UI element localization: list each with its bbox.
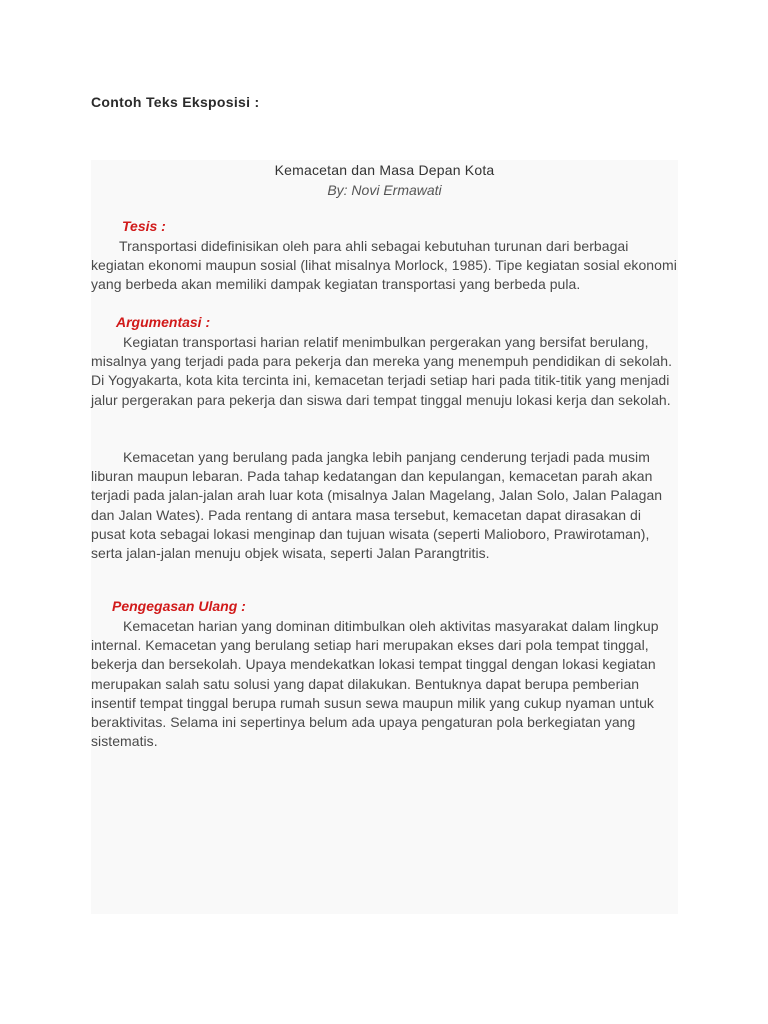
argumentasi-label: Argumentasi : — [116, 314, 211, 330]
pengegasan-label: Pengegasan Ulang : — [112, 598, 246, 614]
tesis-paragraph: Transportasi didefinisikan oleh para ahli sebagai kebutuhan turunan dari berbagai kegiatan ekonomi maupun sosial (lihat misalnya Morlock, 1985). Tipe kegiatan sosial ekonomi yang berbeda akan memiliki dampak kegiatan transportasi yang berbeda pula. — [91, 238, 677, 293]
argumentasi-paragraph-2: Kemacetan yang berulang pada jangka lebih panjang cenderung terjadi pada musim liburan maupun lebaran. Pada tahap kedatangan dan kepulangan, kemacetan parah akan terjadi pada jalan-jalan arah luar kota (misalnya Jalan Magelang, Jalan Solo, Jalan Palagan dan Jalan Wates). Pada rentang di antara masa tersebut, kemacetan dapat dirasakan di pusat kota sebagai lokasi menginap dan tujuan wisata (seperti Malioboro, Prawirotaman), serta jalan-jalan menuju objek wisata, seperti Jalan Parangtritis. — [91, 449, 663, 562]
tesis-label: Tesis : — [122, 218, 166, 234]
pengegasan-paragraph: Kemacetan harian yang dominan ditimbulkan oleh aktivitas masyarakat dalam lingkup internal. Kemacetan yang berulang setiap hari merupakan ekses dari pola tempat tinggal, bekerja dan bersekolah. Upaya mendekatkan lokasi tempat tinggal dengan lokasi kegiatan merupakan salah satu solusi yang dapat dilakukan. Bentuknya dapat berupa pemberian insentif tempat tinggal berupa rumah susun sewa maupun milik yang cukup nyaman untuk beraktivitas. Selama ini sepertinya belum ada upaya pengaturan pola berkegiatan yang sistematis. — [91, 618, 659, 750]
argumentasi-paragraph-1: Kegiatan transportasi harian relatif menimbulkan pergerakan yang bersifat berulang, misalnya yang terjadi pada para pekerja dan mereka yang menempuh pendidikan di sekolah. Di Yogyakarta, kota kita tercinta ini, kemacetan terjadi setiap hari pada titik-titik yang menjadi jalur pergerakan para pekerja dan siswa dari tempat tinggal menuju lokasi kerja dan sekolah. — [91, 334, 673, 408]
article-author: By: Novi Ermawati — [327, 182, 442, 198]
article-box — [91, 160, 678, 914]
article-title: Kemacetan dan Masa Depan Kota — [274, 162, 495, 178]
page-heading: Contoh Teks Eksposisi : — [91, 94, 260, 110]
